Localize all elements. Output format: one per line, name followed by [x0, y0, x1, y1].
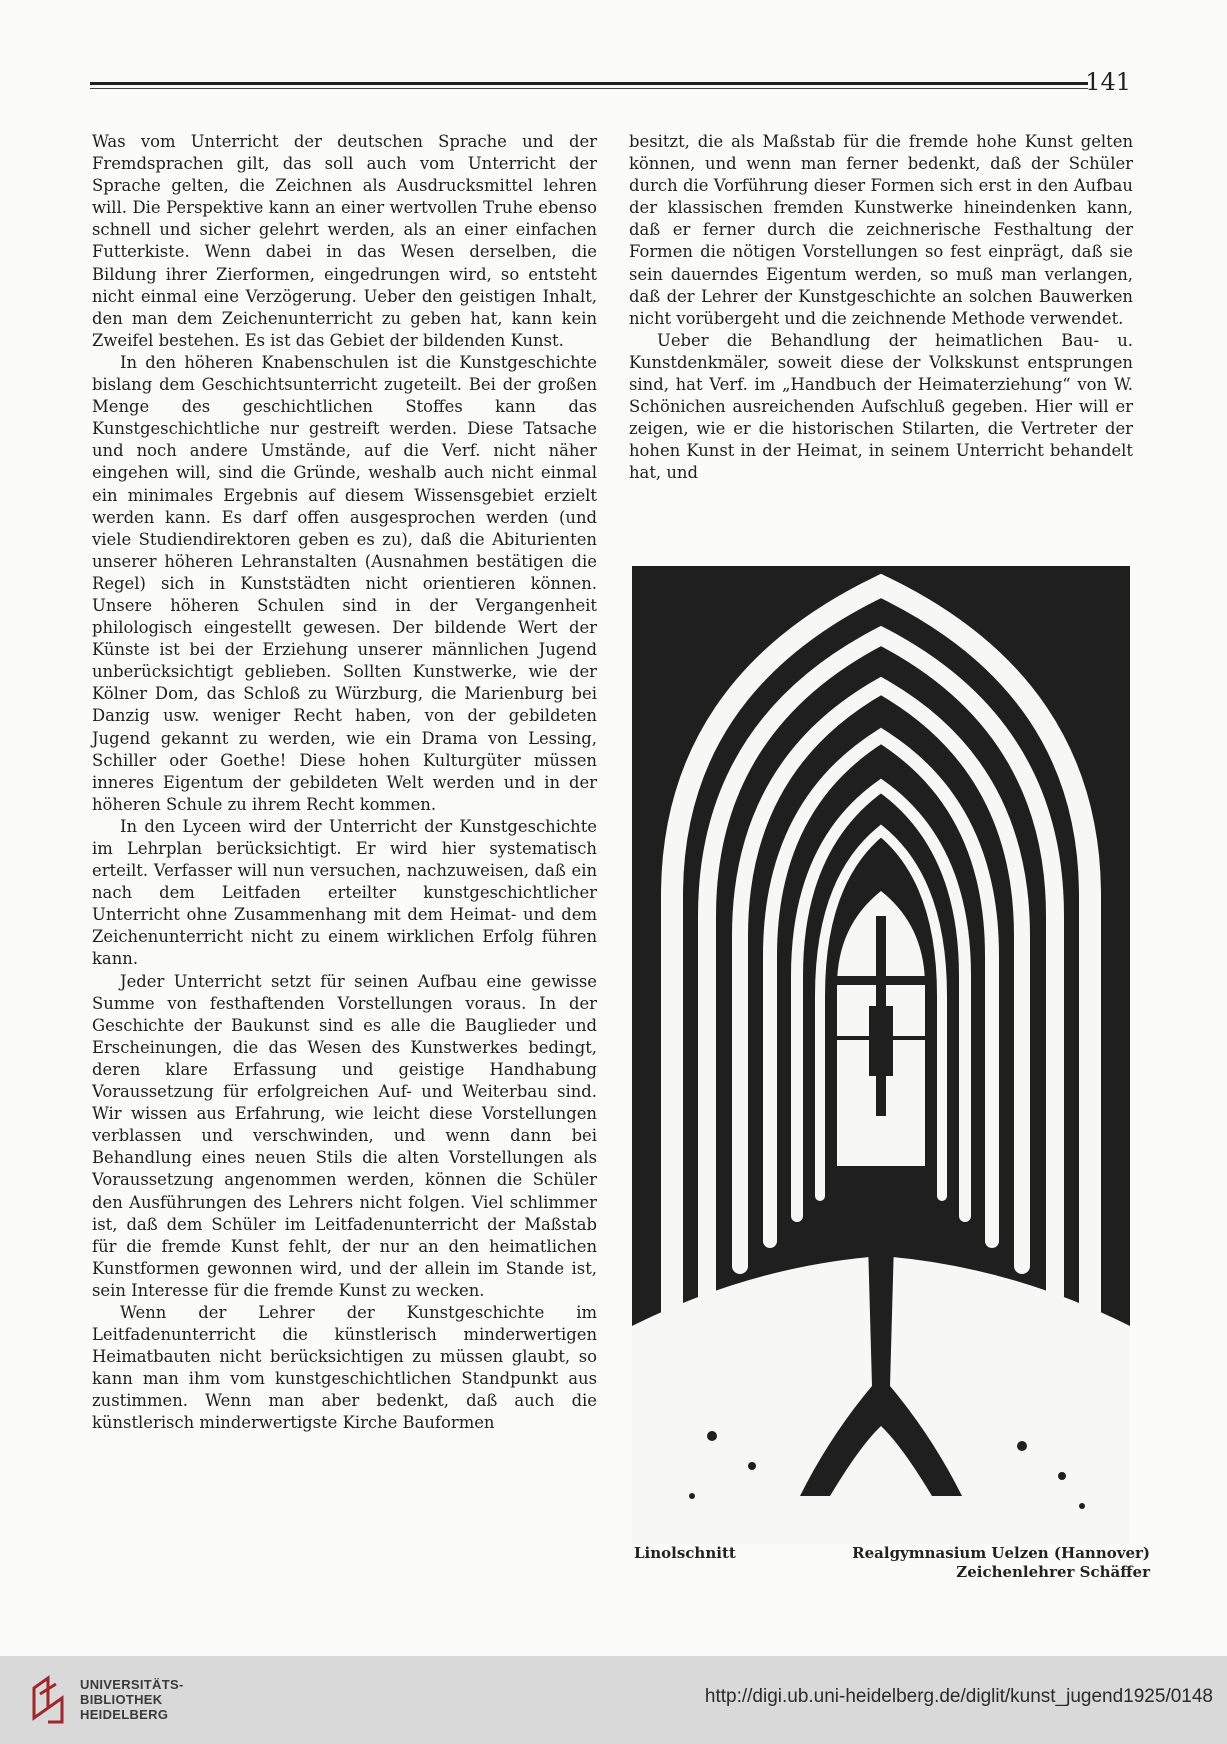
paragraph: In den Lyceen wird der Unterricht der Kunstgeschichte im Lehrplan berücksichtigt. Er wird hier systematisch erteilt. Verfasser will nun versuchen, nachzuweisen, daß ein nach dem Leitfaden erteilter kunstgeschichtlicher Unterricht ohne Zusammenhang mit dem Heimat- und dem Zeichenunterricht nicht zu einem wirklichen Erfolg führen kann.: [92, 816, 597, 969]
linocut-figure: [632, 566, 1130, 1544]
source-url-link[interactable]: http://digi.ub.uni-heidelberg.de/diglit/kunst_jugend1925/0148: [704, 1686, 1213, 1707]
library-logo-icon[interactable]: [28, 1674, 74, 1726]
page-number: 141: [1085, 68, 1131, 96]
library-footer: [0, 1656, 1227, 1744]
window-mullion: [837, 1036, 925, 1040]
library-name-line: HEIDELBERG: [80, 1707, 169, 1722]
paragraph: Wenn der Lehrer der Kunstgeschichte im Leitfadenunterricht die künstlerisch minderwertigen Heimatbauten nicht berücksichtigen zu müssen glaubt, so kann man ihm vom kunstgeschichtlichen Standpunkt aus zustimmen. Wenn man aber bedenkt, daß auch die künstlerisch minderwertigste Kirche Bauformen: [92, 1302, 597, 1433]
library-name[interactable]: [80, 1677, 184, 1722]
gothic-arches-illustration: [632, 566, 1130, 1544]
cross-beam: [837, 976, 925, 985]
paragraph: In den höheren Knabenschulen ist die Kunstgeschichte bislang dem Geschichtsunterricht zugeteilt. Bei der großen Menge des geschichtlichen Stoffes kann das Kunstgeschichtliche nur gestreift werden. Diese Tatsache und noch andere Umstände, auf die Verf. nicht näher eingehen will, sind die Gründe, weshalb auch nicht einmal ein minimales Ergebnis auf diesem Wissensgebiet erzielt werden kann. Es darf offen ausgesprochen werden (und viele Studiendirektoren geben es zu), daß die Abiturienten unserer höheren Lehranstalten (Ausnahmen bestätigen die Regel) sich in Kunststädten nicht orientieren können. Unsere höheren Schulen sind in der Vergangenheit philologisch eingestellt gewesen. Der bildende Wert der Künste ist bei der Erziehung unserer männlichen Jugend unberücksichtigt geblieben. Sollten Kunstwerke, wie der Kölner Dom, das Schloß zu Würzburg, die Marienburg bei Danzig usw. weniger Recht haben, von der gebildeten Jugend gekannt zu werden, wie ein Drama von Lessing, Schiller oder Goethe! Diese hohen Kulturgüter müssen inneres Eigentum der gebildeten Welt werden und in der höheren Schule zu ihrem Recht kommen.: [92, 352, 597, 814]
paragraph: Ueber die Behandlung der heimatlichen Bau- u. Kunstdenkmäler, soweit diese der Volkskunst entsprungen sind, hat Verf. im „Handbuch der Heimaterziehung“ von W. Schönichen ausreichenden Aufschluß gegeben. Hier will er zeigen, wie er die historischen Stilarten, die Vertreter der hohen Kunst in der Heimat, in seinem Unterricht behandelt hat, und: [629, 330, 1133, 483]
caption-teacher: Zeichenlehrer Schäffer: [956, 1563, 1150, 1581]
paragraph: Jeder Unterricht setzt für seinen Aufbau eine gewisse Summe von festhaftenden Vorstellungen voraus. In der Geschichte der Baukunst sind es alle die Bauglieder und Erscheinungen, die das Wesen des Kunstwerkes bedingt, deren klare Erfassung und geistige Handhabung Voraussetzung für erfolgreichen Auf- und Weiterbau sind. Wir wissen aus Erfahrung, wie leicht diese Vorstellungen verblassen und verschwinden, und wenn dann bei Behandlung eines neuen Stils die alten Vorstellungen als Voraussetzung angenommen werden, können die Schüler den Ausführungen des Lehrers nicht folgen. Viel schlimmer ist, daß dem Schüler im Leitfadenunterricht der Maßstab für die fremde Kunst fehlt, der nur an den heimatlichen Kunstformen gewonnen wird, und der allein im Stande ist, sein Interesse für die fremde Kunst zu wecken.: [92, 971, 597, 1300]
paragraph: Was vom Unterricht der deutschen Sprache und der Fremdsprachen gilt, das soll auch vom Unterricht der Sprache gelten, die Zeichnen als Ausdrucksmittel lehren will. Die Perspektive kann an einer wertvollen Truhe ebenso schnell und sicher gelehrt werden, als an einer einfachen Futterkiste. Wenn dabei in das Wesen derselben, die Bildung ihrer Zierformen, eingedrungen wird, so entsteht nicht einmal eine Verzögerung. Ueber den geistigen Inhalt, den man dem Zeichenunterricht zu geben hat, kann kein Zweifel bestehen. Es ist das Gebiet der bildenden Kunst.: [92, 132, 597, 350]
caption-school: Realgymnasium Uelzen (Hannover): [852, 1544, 1150, 1562]
crucified-figure: [869, 1006, 893, 1076]
ink-speck: [1058, 1472, 1066, 1480]
ink-speck: [689, 1493, 695, 1499]
right-text-column: [629, 131, 1133, 485]
figure-caption-technique: Linolschnitt: [634, 1544, 736, 1562]
library-name-line: BIBLIOTHEK: [80, 1692, 163, 1707]
paragraph: besitzt, die als Maßstab für die fremde hohe Kunst gelten können, und wenn man ferner bedenkt, daß der Schüler durch die Vorführung dieser Formen sich erst in den Aufbau der klassischen fremden Kunstwerke hineindenken kann, daß er ferner durch die zeichnerische Festhaltung der Formen die nötigen Vorstellungen so fest einprägt, daß sie sein dauerndes Eigentum werden, so muß man verlangen, daß der Lehrer der Kunstgeschichte an solchen Bauwerken nicht vorübergeht und die zeichnende Methode verwendet.: [629, 132, 1133, 328]
header-rule: [90, 82, 1088, 85]
library-name-line: UNIVERSITÄTS-: [80, 1677, 184, 1692]
ink-speck: [1017, 1441, 1027, 1451]
ink-speck: [1079, 1503, 1085, 1509]
figure-caption-credit: [820, 1544, 1150, 1582]
ink-speck: [748, 1462, 756, 1470]
left-text-column: [92, 131, 597, 1435]
header-rule-thin: [90, 88, 1088, 89]
ink-speck: [707, 1431, 717, 1441]
pedestal-top: [841, 1192, 921, 1220]
